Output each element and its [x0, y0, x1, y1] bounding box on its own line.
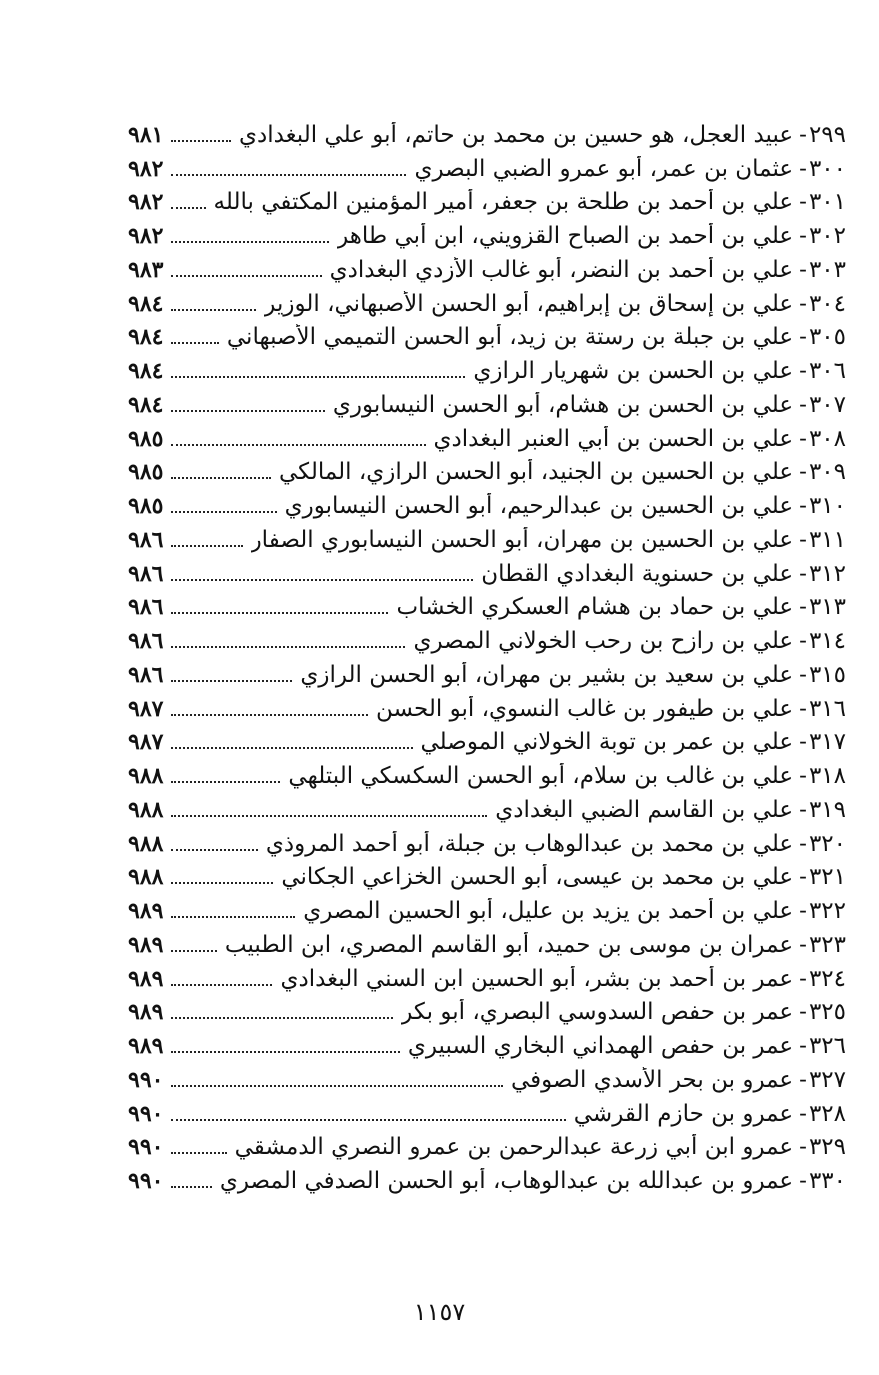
toc-entry: [128, 489, 846, 523]
entry-title: علي بن طيفور بن غالب النسوي، أبو الحسن: [376, 695, 794, 722]
entry-title: عمر بن أحمد بن بشر، أبو الحسين ابن السني البغدادي: [280, 965, 794, 992]
entry-number: ٣١٧: [808, 729, 846, 756]
entry-title: علي بن محمد بن عبدالوهاب بن جبلة، أبو أحمد المروذي: [265, 830, 794, 857]
entry-page-number: ٩٨٢: [128, 155, 164, 182]
toc-entry: [128, 456, 846, 490]
entry-title: علي بن رازح بن رحب الخولاني المصري: [413, 628, 794, 655]
entry-title: علي بن الحسين بن عبدالرحيم، أبو الحسن النيسابوري: [284, 493, 794, 520]
entry-title: عبيد العجل، هو حسين بن محمد بن حاتم، أبو علي البغدادي: [238, 121, 794, 148]
entry-title: علي بن عمر بن توبة الخولاني الموصلي: [420, 729, 794, 756]
entry-page-number: ٩٩٠: [128, 1100, 164, 1127]
dot-leader: [171, 1186, 211, 1188]
entry-title: علي بن أحمد بن الصباح القزويني، ابن أبي طاهر: [337, 223, 794, 250]
entry-page-number: ٩٨٩: [128, 999, 164, 1026]
entry-title: عمرو بن بحر الأسدي الصوفي: [511, 1066, 794, 1093]
dot-leader: [171, 1119, 565, 1121]
entry-page-number: ٩٩٠: [128, 1066, 164, 1093]
entry-title: علي بن حماد بن هشام العسكري الخشاب: [396, 594, 794, 621]
entry-dash: -: [799, 931, 807, 958]
entry-title: علي بن أحمد بن طلحة بن جعفر، أمير المؤمنين المكتفي بالله: [213, 189, 794, 216]
entry-number: ٣١٢: [808, 560, 846, 587]
entry-dash: -: [799, 695, 807, 722]
entry-page-number: ٩٨٢: [128, 223, 164, 250]
entry-dash: -: [799, 290, 807, 317]
entry-number: ٣٢٩: [808, 1134, 846, 1161]
toc-entry: [128, 557, 846, 591]
entry-page-number: ٩٨٦: [128, 628, 164, 655]
toc-entry: [128, 759, 846, 793]
entry-title: عمران بن موسى بن حميد، أبو القاسم المصري، ابن الطبيب: [224, 931, 794, 958]
toc-entry: [128, 1164, 846, 1198]
entry-page-number: ٩٨٦: [128, 661, 164, 688]
toc-entry: [128, 726, 846, 760]
entry-title: علي بن الحسن بن هشام، أبو الحسن النيسابوري: [332, 391, 794, 418]
toc-entry: [128, 1029, 846, 1063]
dot-leader: [171, 950, 216, 952]
entry-page-number: ٩٨٤: [128, 324, 164, 351]
dot-leader: [171, 781, 280, 783]
toc-entry: [128, 996, 846, 1030]
entry-number: ٣١٨: [808, 763, 846, 790]
entry-dash: -: [799, 1134, 807, 1161]
entry-dash: -: [799, 864, 807, 891]
entry-page-number: ٩٨٦: [128, 560, 164, 587]
entry-page-number: ٩٨١: [128, 121, 164, 148]
entry-number: ٣١٣: [808, 594, 846, 621]
entry-title: عمرو بن عبدالله بن عبدالوهاب، أبو الحسن الصدفي المصري: [219, 1168, 794, 1195]
entry-dash: -: [799, 1066, 807, 1093]
entry-number: ٣٠٧: [808, 391, 846, 418]
entry-number: ٣٠٩: [808, 459, 846, 486]
toc-entry: [128, 658, 846, 692]
dot-leader: [171, 1152, 226, 1154]
entry-page-number: ٩٨٥: [128, 493, 164, 520]
dot-leader: [171, 511, 276, 513]
entry-dash: -: [799, 189, 807, 216]
toc-entry: [128, 287, 846, 321]
entry-page-number: ٩٨٧: [128, 695, 164, 722]
toc-entry: [128, 388, 846, 422]
entry-number: ٣٢٢: [808, 898, 846, 925]
entry-title: عمر بن حفص السدوسي البصري، أبو بكر: [401, 999, 794, 1026]
toc-entry: [128, 186, 846, 220]
toc-entry: [128, 219, 846, 253]
toc-entry: [128, 253, 846, 287]
entry-dash: -: [799, 121, 807, 148]
entry-number: ٣٠٣: [808, 256, 846, 283]
entry-number: ٣١٩: [808, 796, 846, 823]
dot-leader: [171, 680, 292, 682]
entry-title: علي بن أحمد بن يزيد بن عليل، أبو الحسين المصري: [303, 898, 794, 925]
entry-number: ٣٣٠: [808, 1168, 846, 1195]
entry-page-number: ٩٨٦: [128, 594, 164, 621]
toc-entry: [128, 422, 846, 456]
dot-leader: [171, 984, 272, 986]
entry-title: عثمان بن عمر، أبو عمرو الضبي البصري: [414, 155, 794, 182]
dot-leader: [171, 1085, 503, 1087]
toc-entry: [128, 523, 846, 557]
entry-dash: -: [799, 526, 807, 553]
entry-dash: -: [799, 796, 807, 823]
entry-dash: -: [799, 763, 807, 790]
entry-page-number: ٩٨٨: [128, 830, 164, 857]
entry-number: ٣٢٧: [808, 1066, 846, 1093]
toc-entry: [128, 321, 846, 355]
toc-entry: [128, 793, 846, 827]
entry-dash: -: [799, 223, 807, 250]
entry-page-number: ٩٩٠: [128, 1134, 164, 1161]
entry-dash: -: [799, 1100, 807, 1127]
entry-dash: -: [799, 560, 807, 587]
entry-page-number: ٩٨٧: [128, 729, 164, 756]
entry-dash: -: [799, 391, 807, 418]
entry-page-number: ٩٨٤: [128, 290, 164, 317]
dot-leader: [171, 477, 271, 479]
entry-title: علي بن الحسين بن الجنيد، أبو الحسن الرازي، المالكي: [278, 459, 794, 486]
toc-entry: [128, 1097, 846, 1131]
entry-page-number: ٩٩٠: [128, 1168, 164, 1195]
entry-title: علي بن محمد بن عيسى، أبو الحسن الخزاعي الجكاني: [281, 864, 794, 891]
entry-number: ٣١٦: [808, 695, 846, 722]
dot-leader: [171, 815, 487, 817]
entry-dash: -: [799, 729, 807, 756]
entry-dash: -: [799, 661, 807, 688]
toc-entry: [128, 118, 846, 152]
entry-number: ٣٢١: [808, 864, 846, 891]
entry-number: ٣٠٥: [808, 324, 846, 351]
entry-page-number: ٩٨٣: [128, 256, 164, 283]
entry-dash: -: [799, 594, 807, 621]
entry-number: ٣١٥: [808, 661, 846, 688]
toc-entry: [128, 1063, 846, 1097]
entry-dash: -: [799, 999, 807, 1026]
toc-entry: [128, 624, 846, 658]
entry-title: علي بن أحمد بن النضر، أبو غالب الأزدي البغدادي: [329, 256, 794, 283]
entry-number: ٣٢٥: [808, 999, 846, 1026]
entry-page-number: ٩٨٤: [128, 358, 164, 385]
toc-entry: [128, 962, 846, 996]
dot-leader: [171, 882, 273, 884]
entry-title: علي بن غالب بن سلام، أبو الحسن السكسكي البتلهي: [288, 763, 794, 790]
toc-entry: [128, 861, 846, 895]
entry-number: ٣٠٠: [808, 155, 846, 182]
entry-number: ٣٠١: [808, 189, 846, 216]
entry-title: علي بن حسنوية البغدادي القطان: [481, 560, 794, 587]
page-folio: ١١٥٧: [413, 1298, 466, 1326]
dot-leader: [171, 714, 368, 716]
toc-entry: [128, 152, 846, 186]
entry-page-number: ٩٨٨: [128, 796, 164, 823]
entry-dash: -: [799, 155, 807, 182]
dot-leader: [171, 1051, 399, 1053]
entry-number: ٣٢٠: [808, 830, 846, 857]
entry-page-number: ٩٨٩: [128, 965, 164, 992]
entry-page-number: ٩٨٨: [128, 864, 164, 891]
dot-leader: [171, 241, 329, 243]
toc-entry: [128, 894, 846, 928]
dot-leader: [171, 916, 295, 918]
toc-entry: [128, 591, 846, 625]
entry-number: ٣١٠: [808, 493, 846, 520]
toc-entry: [128, 354, 846, 388]
entry-page-number: ٩٨٩: [128, 1033, 164, 1060]
entry-number: ٣٢٦: [808, 1033, 846, 1060]
dot-leader: [171, 545, 242, 547]
entry-title: علي بن الحسين بن مهران، أبو الحسن النيسابوري الصفار: [250, 526, 794, 553]
dot-leader: [171, 376, 465, 378]
toc-entry: [128, 692, 846, 726]
entry-title: علي بن سعيد بن بشير بن مهران، أبو الحسن الرازي: [300, 661, 794, 688]
dot-leader: [171, 747, 412, 749]
entry-number: ٣٢٤: [808, 965, 846, 992]
entry-dash: -: [799, 965, 807, 992]
entry-page-number: ٩٨٩: [128, 898, 164, 925]
entry-number: ٣٠٢: [808, 223, 846, 250]
entry-page-number: ٩٨٩: [128, 931, 164, 958]
entry-dash: -: [799, 256, 807, 283]
entry-title: علي بن الحسن بن شهريار الرازي: [473, 358, 794, 385]
toc-entry: [128, 827, 846, 861]
entry-page-number: ٩٨٢: [128, 189, 164, 216]
entry-dash: -: [799, 1168, 807, 1195]
dot-leader: [171, 646, 405, 648]
entry-dash: -: [799, 830, 807, 857]
dot-leader: [171, 174, 406, 176]
entry-page-number: ٩٨٥: [128, 425, 164, 452]
entry-number: ٣٠٤: [808, 290, 846, 317]
entry-title: عمرو ابن أبي زرعة عبدالرحمن بن عمرو النصري الدمشقي: [234, 1134, 794, 1161]
dot-leader: [171, 309, 256, 311]
entry-title: علي بن الحسن بن أبي العنبر البغدادي: [433, 425, 794, 452]
entry-number: ٣٢٨: [808, 1100, 846, 1127]
entry-dash: -: [799, 324, 807, 351]
entry-number: ٢٩٩: [808, 121, 846, 148]
dot-leader: [171, 444, 425, 446]
entry-title: علي بن إسحاق بن إبراهيم، أبو الحسن الأصبهاني، الوزير: [264, 290, 794, 317]
entry-dash: -: [799, 493, 807, 520]
entry-page-number: ٩٨٦: [128, 526, 164, 553]
entry-title: عمر بن حفص الهمداني البخاري السبيري: [407, 1033, 794, 1060]
entry-dash: -: [799, 1033, 807, 1060]
entry-page-number: ٩٨٤: [128, 391, 164, 418]
dot-leader: [171, 140, 231, 142]
entry-number: ٣١٤: [808, 628, 846, 655]
dot-leader: [171, 207, 205, 209]
table-of-contents: [128, 118, 846, 1198]
entry-dash: -: [799, 898, 807, 925]
dot-leader: [171, 1017, 393, 1019]
entry-title: علي بن القاسم الضبي البغدادي: [495, 796, 794, 823]
entry-page-number: ٩٨٨: [128, 763, 164, 790]
dot-leader: [171, 612, 388, 614]
dot-leader: [171, 849, 257, 851]
entry-number: ٣٠٨: [808, 425, 846, 452]
entry-number: ٣٢٣: [808, 931, 846, 958]
entry-dash: -: [799, 358, 807, 385]
entry-page-number: ٩٨٥: [128, 459, 164, 486]
dot-leader: [171, 342, 218, 344]
entry-title: علي بن جبلة بن رستة بن زيد، أبو الحسن التميمي الأصبهاني: [226, 324, 794, 351]
entry-number: ٣١١: [808, 526, 846, 553]
toc-entry: [128, 928, 846, 962]
entry-dash: -: [799, 459, 807, 486]
entry-number: ٣٠٦: [808, 358, 846, 385]
entry-title: عمرو بن حازم القرشي: [573, 1100, 794, 1127]
dot-leader: [171, 410, 324, 412]
entry-dash: -: [799, 425, 807, 452]
toc-entry: [128, 1131, 846, 1165]
dot-leader: [171, 275, 321, 277]
entry-dash: -: [799, 628, 807, 655]
dot-leader: [171, 579, 473, 581]
